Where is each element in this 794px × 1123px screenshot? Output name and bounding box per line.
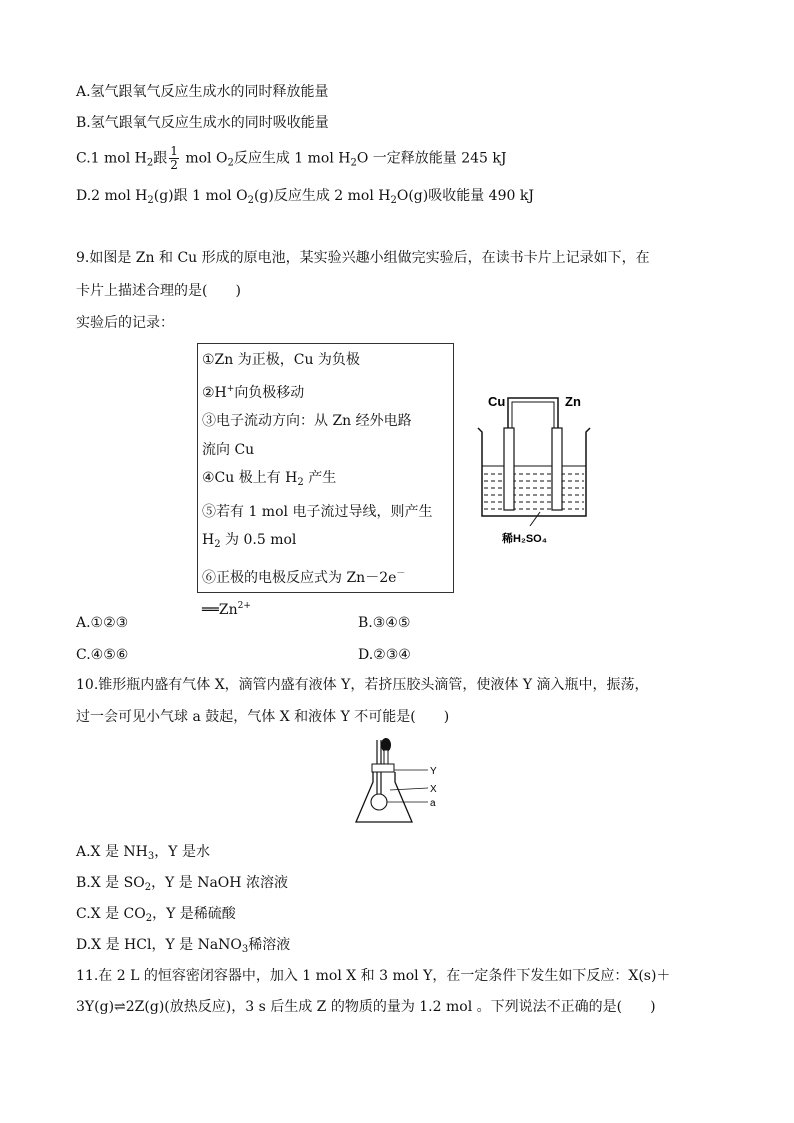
a-label: a	[430, 798, 436, 809]
balloon-a	[371, 794, 387, 810]
x-label: X	[430, 784, 437, 795]
card-line-2: ②H+向负极移动	[202, 383, 305, 401]
q10-option-c: C.X 是 $CO_2$，Y 是稀硫酸	[76, 906, 236, 924]
q9-option-b: B.③④⑤	[358, 615, 411, 631]
solution-label: 稀H₂SO₄	[502, 533, 547, 545]
q10-stem-line2: 过一会可见小气球 a 鼓起，气体 X 和液体 Y 不可能是( )	[76, 709, 450, 725]
q8-option-b: B.氢气跟氧气反应生成水的同时吸收能量	[76, 115, 329, 131]
q8-option-a: A.氢气跟氧气反应生成水的同时释放能量	[76, 84, 329, 100]
y-label: Y	[430, 766, 437, 777]
card-line-5: ④Cu 极上有 $H_2$ 产生	[202, 470, 337, 488]
q8-option-c: C.1 mol $H_2$跟 $\frac{1}{2}$ mol $O_2$反应生成 1 mol $H_2O$ 一定释放能量 245 kJ	[76, 144, 507, 172]
q9-record-label: 实验后的记录：	[76, 315, 174, 331]
q9-stem-line1: 9.如图是 Zn 和 Cu 形成的原电池，某实验兴趣小组做完实验后，在读书卡片上记录如下，在	[76, 250, 650, 266]
q10-option-a: A.X 是 $NH_3$，Y 是水	[76, 844, 210, 862]
q9-option-a: A.①②③	[76, 615, 129, 631]
card-line-9: $══Zn^{2+}$	[202, 601, 251, 618]
record-card	[197, 343, 454, 618]
q9-option-c: C.④⑤⑥	[76, 647, 129, 663]
cu-label: Cu	[488, 394, 506, 409]
zn-electrode	[552, 428, 562, 510]
card-line-4: 流向 Cu	[202, 441, 255, 458]
q9-stem-line2: 卡片上描述合理的是( )	[76, 283, 241, 299]
q8-option-d: D.2 mol $H_2(g)$跟 1 mol $O_2(g)$反应生成 2 mol $H_2O(g)$吸收能量 490 kJ	[76, 188, 534, 206]
q9-option-d: D.②③④	[358, 647, 411, 663]
card-line-6: ⑤若有 1 mol 电子流过导线，则产生	[202, 503, 433, 520]
q11-stem-line2: 3Y(g)⇌2Z(g)(放热反应)，3 s 后生成 Z 的物质的量为 1.2 mol 。下列说法不正确的是( )	[76, 999, 656, 1015]
card-line-8: ⑥正极的电极反应式为 Zn－2e－	[202, 568, 406, 586]
card-line-7: $H_2$ 为 0.5 mol	[202, 532, 297, 550]
galvanic-cell-diagram	[470, 388, 600, 548]
card-line-1: ①Zn 为正极，Cu 为负极	[202, 352, 360, 368]
zn-label: Zn	[565, 394, 581, 409]
cu-electrode	[504, 428, 514, 510]
conical-flask-diagram	[352, 736, 444, 828]
q10-option-d: D.X 是 HCl，Y 是 NaNO$_3$稀溶液	[76, 937, 291, 955]
q10-option-b: B.X 是 $SO_2$，Y 是 NaOH 浓溶液	[76, 875, 288, 893]
q10-stem-line1: 10.锥形瓶内盛有气体 X，滴管内盛有液体 Y，若挤压胶头滴管，使液体 Y 滴入瓶中，振荡，	[76, 677, 649, 693]
fraction-half: $\frac{1}{2}$	[170, 144, 178, 172]
q11-stem-line1: 11.在 2 L 的恒容密闭容器中，加入 1 mol X 和 3 mol Y，在一定条件下发生如下反应：X(s)＋	[76, 968, 671, 984]
card-line-3: ③电子流动方向：从 Zn 经外电路	[202, 413, 412, 429]
